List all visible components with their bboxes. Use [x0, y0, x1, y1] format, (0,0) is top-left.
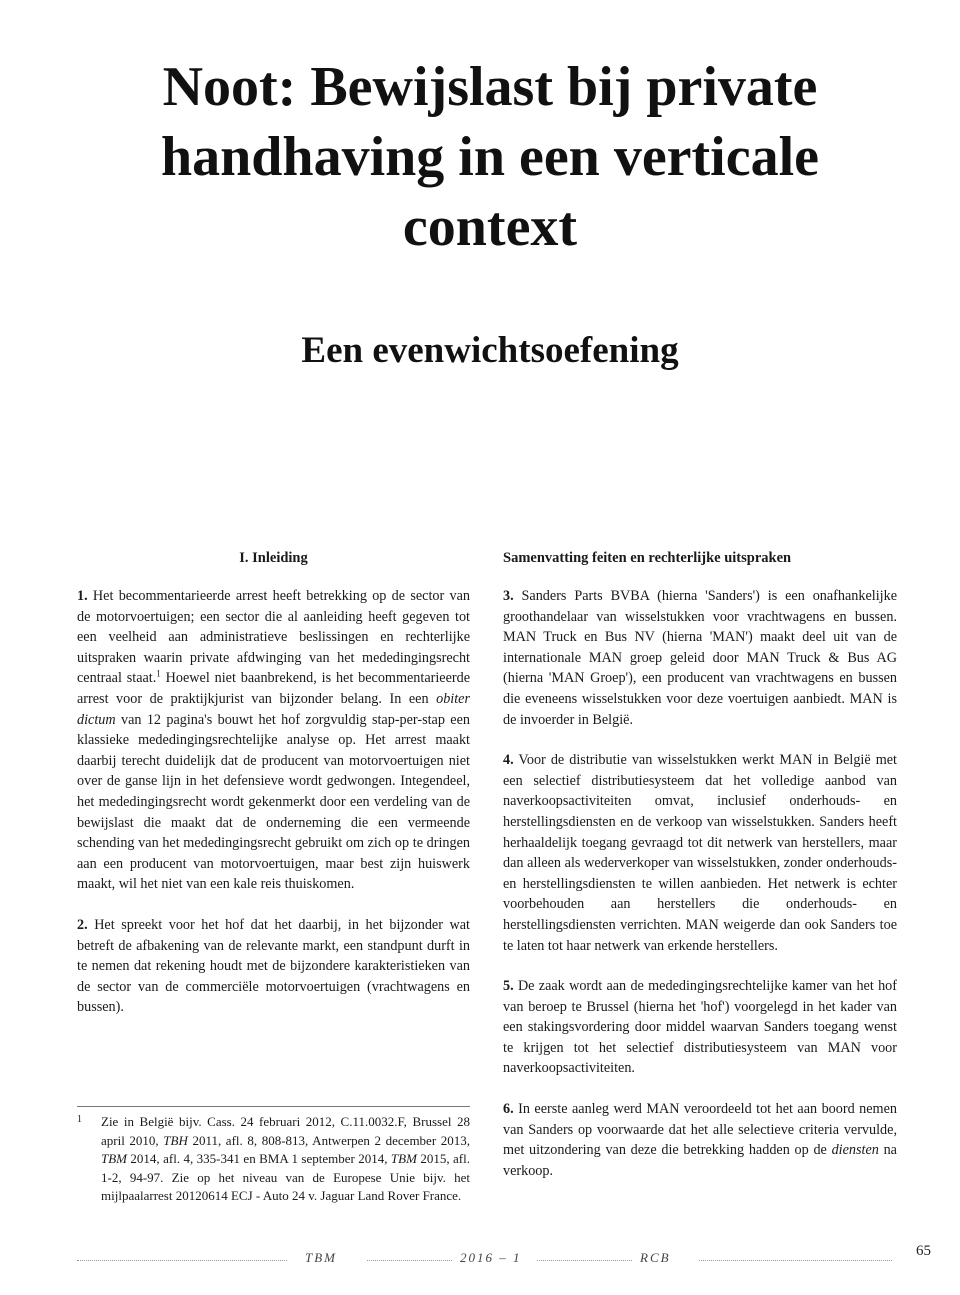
paragraph-number: 4. [503, 752, 514, 769]
left-column [77, 548, 470, 1038]
footnote-journal: TBM [390, 1151, 417, 1167]
footer-rule [77, 1260, 287, 1261]
paragraph-number: 3. [503, 588, 514, 604]
footnote-text-part: 2014, afl. 4, 335-341 en BMA 1 september 2014, [127, 1151, 391, 1167]
footer-rule [537, 1260, 632, 1261]
paragraph-number: 5. [503, 978, 514, 995]
paragraph-text: Het spreekt voor het hof dat het daarbij, in het bijzonder wat betreft de afbakening van de relevante markt, een standpunt durft in te nemen dat rekening houdt met de bijzondere karakteristieken van de sector van de commerciële motorvoertuigen (vrachtwagens en bussen). [77, 916, 470, 1016]
section-heading-inleiding: I. Inleiding [239, 550, 308, 566]
paragraph-number: 2. [77, 916, 88, 933]
paragraph-text: Hoewel niet baanbrekend, is het becommentarieerde arrest voor de praktijkjurist van bijzonder belang. In een [77, 670, 470, 707]
footer-journal: TBM [305, 1250, 337, 1265]
document-title: Noot: Bewijslast bij private handhaving in een verticale context [160, 56, 820, 258]
footnote-text-part: 2015, afl. 1-2, 94-97. Zie op het niveau van de Europese Unie bijv. het mijlpaalarrest 20120614 ECJ - Auto 24 v. Jaguar Land Rover France. [101, 1151, 470, 1204]
paragraph-4 [503, 750, 897, 956]
paragraph-3 [503, 586, 897, 730]
footer-rule [367, 1260, 452, 1261]
paragraph-italic-term: diensten [831, 1142, 879, 1159]
paragraph-number: 1. [77, 588, 88, 604]
page-footer [77, 1247, 897, 1267]
footer-section: RCB [640, 1250, 671, 1265]
footnote-text-part: 2011, afl. 8, 808-813, Antwerpen 2 december 2013, [187, 1132, 470, 1148]
footnote-text [77, 1113, 470, 1206]
footnote-reference[interactable]: 1 [156, 668, 161, 679]
footnote-journal: TBH [163, 1132, 188, 1148]
paragraph-text: na verkoop. [503, 1142, 897, 1179]
paragraph-text: De zaak wordt aan de mededingingsrechtelijke kamer van het hof van beroep te Brussel (hierna het 'hof') voorgelegd in het kader van een stakingsvordering door middel waarvan Sanders toegang wenst te krijgen tot het selectief distributiesysteem van MAN voor naverkoopsactiviteiten. [503, 978, 897, 1077]
footnote-mark: 1 [77, 1114, 82, 1125]
footer-issue: 2016 – 1 [460, 1250, 522, 1265]
paragraph-text: Het becommentarieerde arrest heeft betrekking op de sector van de motorvoertuigen; een sector die al aanleiding heeft gegeven tot een veelheid aan administratieve beslissingen en rechterlijke uitspraken waarin private afdwinging van het mededingingsrecht centraal staat. [77, 588, 470, 687]
document-subtitle: Een evenwichtsoefening [301, 330, 679, 371]
paragraph-1 [77, 586, 470, 895]
footnote-journal: TBM [101, 1151, 127, 1167]
paragraph-italic-term: obiter dictum [77, 690, 470, 728]
paragraph-5 [503, 976, 897, 1079]
paragraph-text: Voor de distributie van wisselstukken werkt MAN in België met een selectief distributiesysteem dat het volledige aanbod van naverkoopsactiviteiten omvat, inclusief onderhouds- en herstellingsdiensten en de verkoop van wisselstukken. Sanders heeft herhaaldelijk toegang gevraagd tot dit netwerk van herstellers, maar dan alleen als wederverkoper van wisselstukken, zonder onderhouds- en herstellingsdiensten te willen aanbieden. Het netwerk is echter voorbehouden aan herstellers die onderhouds- en herstellingsdiensten verrichten. MAN weigerde dan ook Sanders toe te laten tot haar netwerk van erkende herstellers. [503, 752, 897, 954]
paragraph-6 [503, 1099, 897, 1181]
paragraph-text: van 12 pagina's bouwt het hof zorgvuldig stap-per-stap een klassieke mededingingsrechtelijke analyse op. Het arrest maakt daarbij terecht duidelijk dat de producent van motorvoertuigen niet over de ganse lijn in het defensieve wordt gedwongen. Integendeel, het mededingingsrecht wordt gekenmerkt door een verdeling van de bewijslast die maakt dat de onderneming die een vermeende schending van het mededingingsrecht gebruikt om zich op te dringen aan een producent van motorvoertuigen, maar best zijn huiswerk maakt, wil het niet van een kale reis thuiskomen. [77, 711, 470, 893]
footer-rule [699, 1260, 892, 1261]
footnote [77, 1106, 470, 1206]
section-heading-samenvatting: Samenvatting feiten en rechterlijke uitspraken [503, 550, 792, 566]
right-column [503, 548, 897, 1201]
paragraph-text: In eerste aanleg werd MAN veroordeeld tot het aan boord nemen van Sanders op voorwaarde dat het alle selectieve criteria vervulde, met uitzondering van deze die betrekking hadden op de [503, 1101, 897, 1159]
page-number: 65 [916, 1243, 931, 1259]
paragraph-number: 6. [503, 1101, 514, 1118]
paragraph-text: Sanders Parts BVBA (hierna 'Sanders') is een onafhankelijke groothandelaar van wisselstukken voor vrachtwagens en bussen. MAN Truck en Bus NV (hierna 'MAN') maakt deel uit van de internationale MAN groep geleid door MAN Truck & Bus AG (hierna 'MAN Groep'), een producent van vrachtwagens en bussen die eveneens wisselstukken voor deze voertuigen aanbiedt. MAN is de invoerder in België. [503, 588, 897, 728]
paragraph-2 [77, 915, 470, 1018]
footnote-text-part: Zie in België bijv. Cass. 24 februari 2012, C.11.0032.F, Brussel 28 april 2010, [101, 1114, 470, 1148]
